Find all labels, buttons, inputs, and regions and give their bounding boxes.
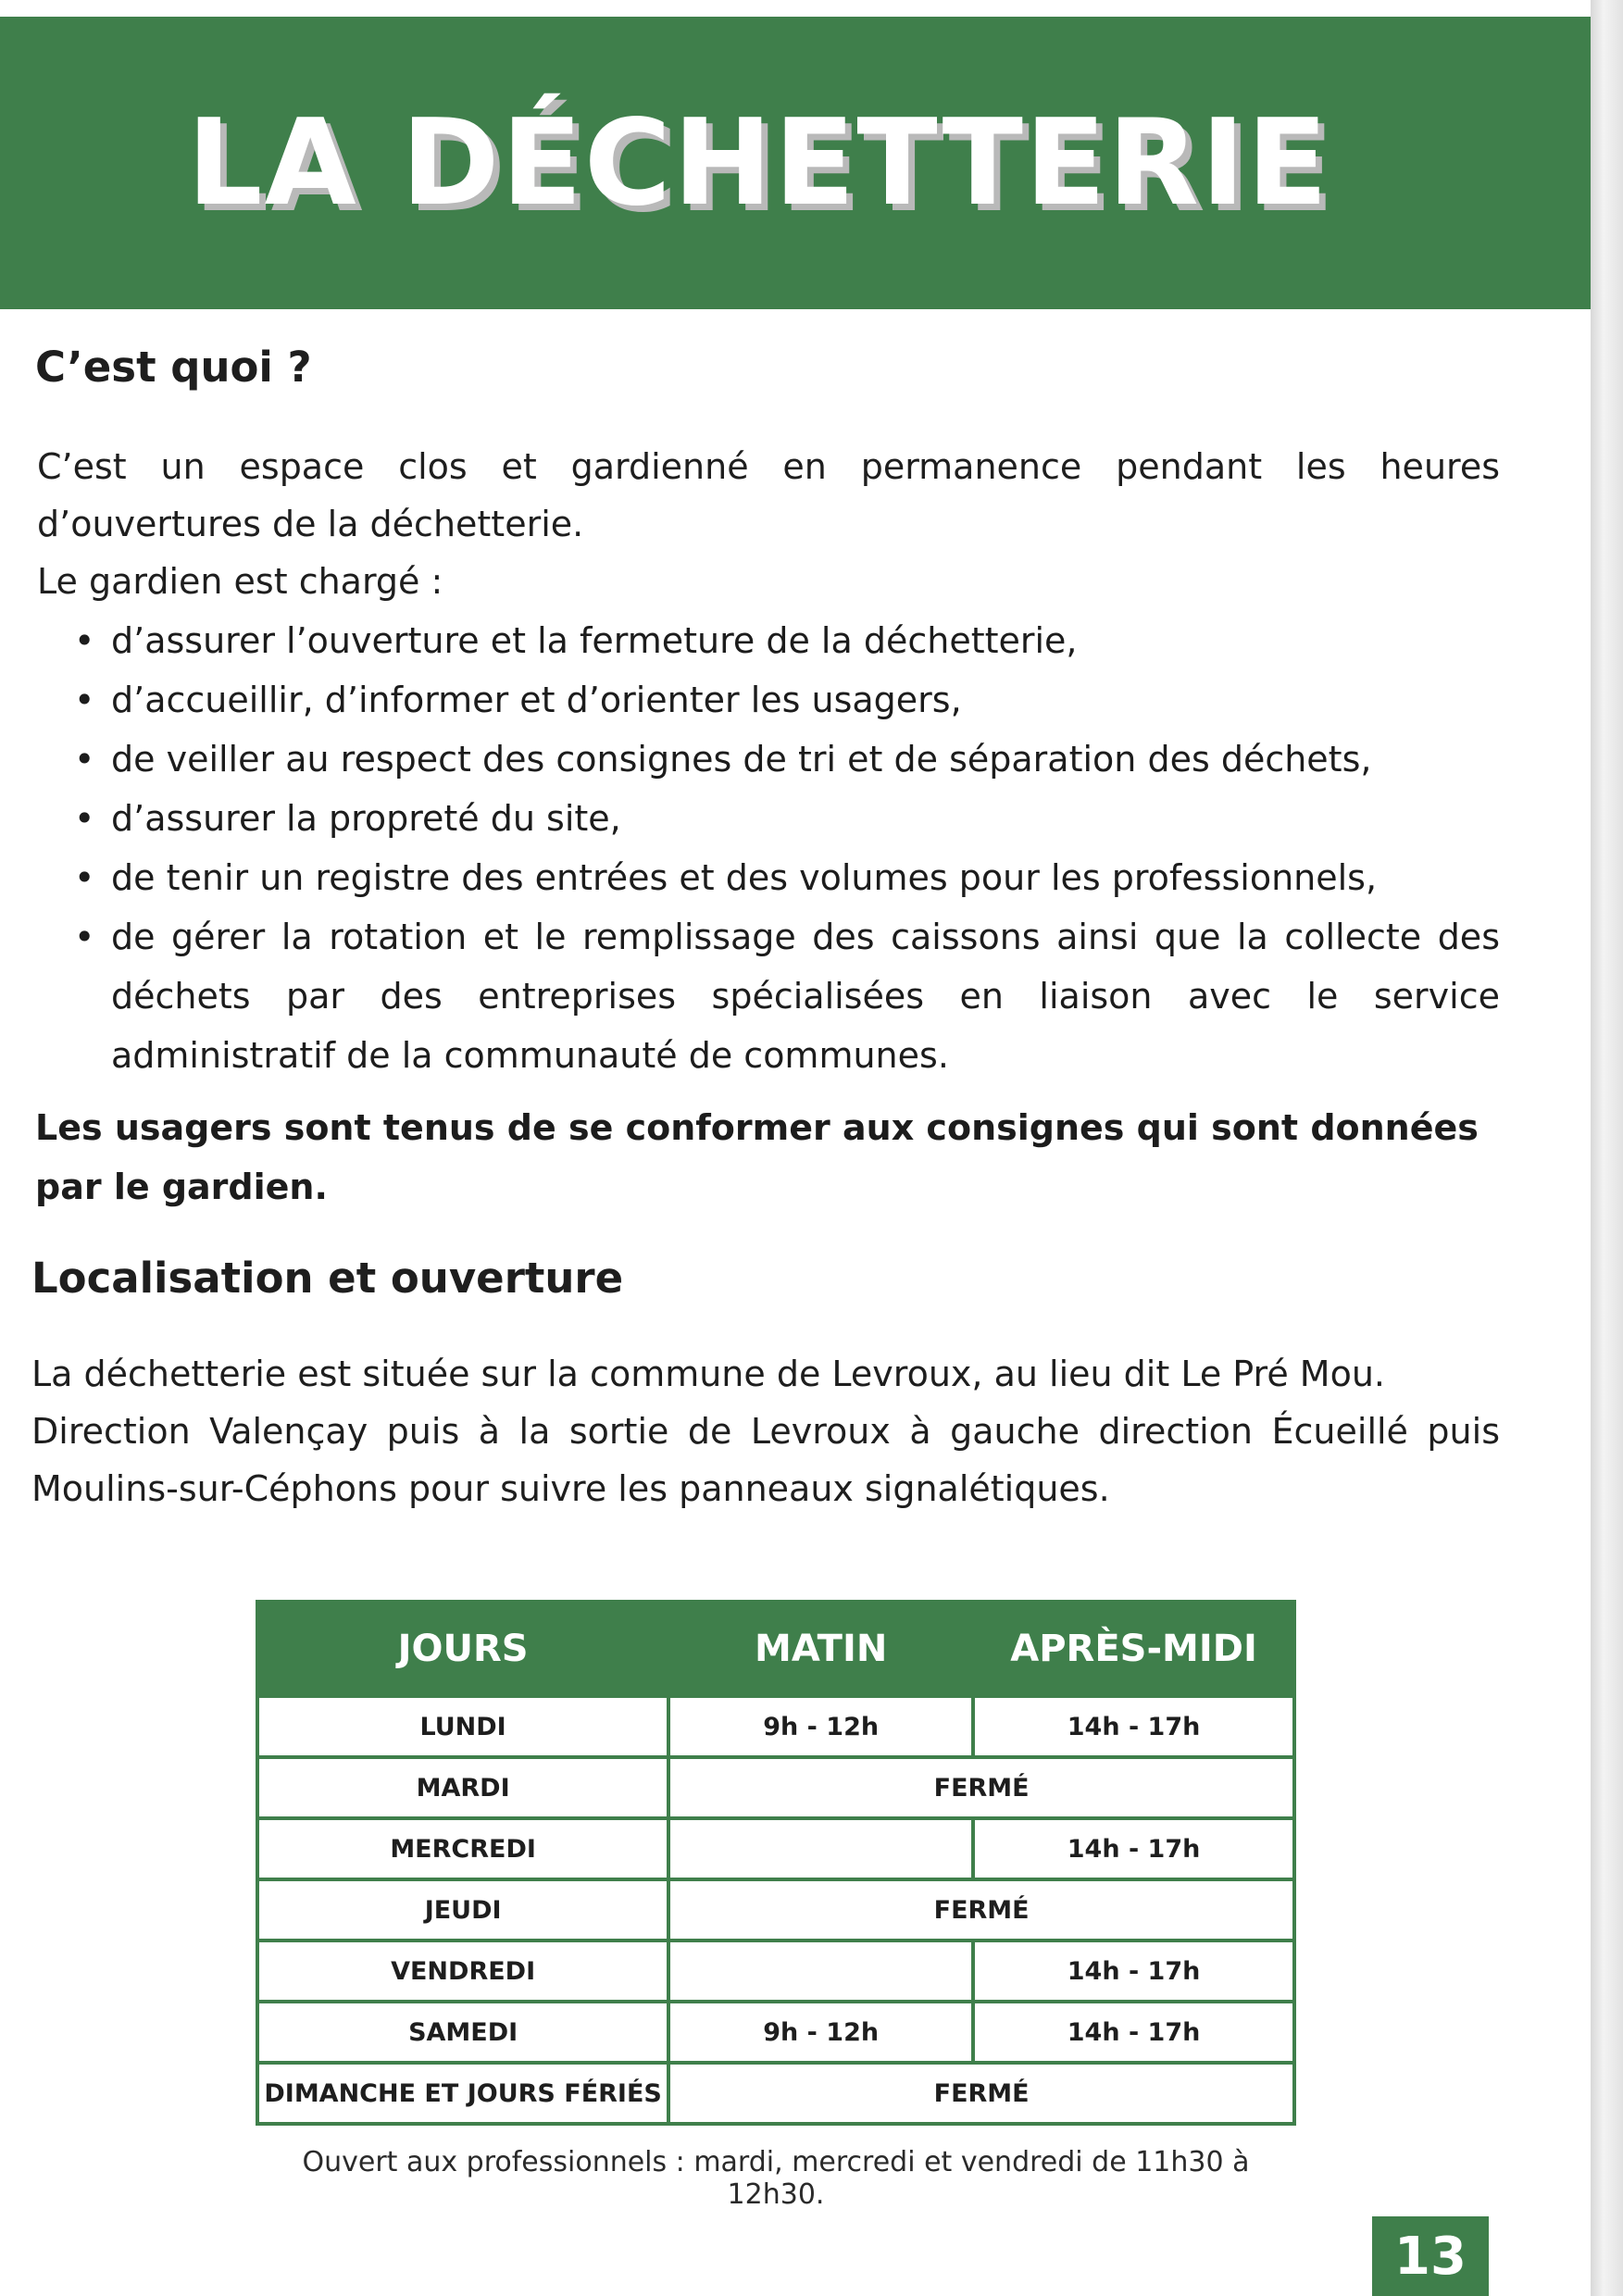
duties-list [37,611,1500,1085]
list-item: • d’assurer l’ouverture et la fermeture de la déchetterie, [37,611,1500,670]
list-item: • de tenir un registre des entrées et des volumes pour les professionnels, [37,848,1500,907]
bullet-icon: • [74,620,95,661]
day-cell: JEUDI [257,1879,668,1940]
afternoon-cell: 14h - 17h [973,1696,1294,1757]
closed-cell: FERMÉ [668,1757,1294,1818]
page-number: 13 [1372,2216,1489,2296]
opening-hours-table [256,1600,1296,2126]
table-row [257,2063,1294,2124]
list-item: • d’accueillir, d’informer et d’orienter les usagers, [37,670,1500,730]
afternoon-cell: 14h - 17h [973,1940,1294,2002]
table-row [257,1757,1294,1818]
table-row [257,1879,1294,1940]
intro-line-3: Le gardien est chargé : [37,561,443,602]
morning-cell [668,1940,973,2002]
table-row [257,1696,1294,1757]
section-heading-location: Localisation et ouverture [31,1254,624,1303]
afternoon-cell: 14h - 17h [973,1818,1294,1879]
column-header-morning: MATIN [668,1602,973,1696]
bullet-icon: • [74,680,95,720]
intro-line-1: C’est un espace clos et gardienné en permanence pendant les heures [37,446,1500,487]
closed-cell: FERMÉ [668,1879,1294,1940]
day-cell: SAMEDI [257,2002,668,2063]
bullet-icon: • [74,857,95,898]
intro-line-2: d’ouvertures de la déchetterie. [37,504,584,544]
day-cell: DIMANCHE ET JOURS FÉRIÉS [257,2063,668,2124]
closed-cell: FERMÉ [668,2063,1294,2124]
column-header-afternoon: APRÈS-MIDI [973,1602,1294,1696]
column-header-days: JOURS [257,1602,668,1696]
bullet-icon: • [74,798,95,839]
table-header-row [257,1602,1294,1696]
list-item: • de gérer la rotation et le remplissage des caissons ainsi que la collecte des déchets par des entreprises spécialisées en liaison avec le service administratif de la communauté de communes. [37,907,1500,1085]
professional-hours-note: Ouvert aux professionnels : mardi, mercredi et vendredi de 11h30 à 12h30. [302,2146,1250,2211]
page-edge [1591,0,1623,2296]
day-cell: VENDREDI [257,1940,668,2002]
bold-note: Les usagers sont tenus de se conformer aux consignes qui sont données par le gardien. [35,1107,1479,1207]
location-line-3: Moulins-sur-Céphons pour suivre les panneaux signalétiques. [31,1468,1110,1509]
morning-cell: 9h - 12h [668,2002,973,2063]
list-item: • d’assurer la propreté du site, [37,789,1500,848]
morning-cell [668,1818,973,1879]
morning-cell: 9h - 12h [668,1696,973,1757]
location-line-2: Direction Valençay puis à la sortie de Levroux à gauche direction Écueillé puis [31,1411,1500,1452]
table-row [257,1940,1294,2002]
day-cell: MERCREDI [257,1818,668,1879]
section-heading-what: C’est quoi ? [35,343,312,392]
day-cell: MARDI [257,1757,668,1818]
list-item: • de veiller au respect des consignes de tri et de séparation des déchets, [37,730,1500,789]
bullet-icon: • [74,739,95,780]
location-line-1: La déchetterie est située sur la commune de Levroux, au lieu dit Le Pré Mou. [31,1354,1385,1394]
bullet-icon: • [74,917,95,957]
page-title: LA DÉCHETTERIE [187,94,1330,232]
title-banner [0,17,1591,309]
table-row [257,2002,1294,2063]
afternoon-cell: 14h - 17h [973,2002,1294,2063]
day-cell: LUNDI [257,1696,668,1757]
table-row [257,1818,1294,1879]
